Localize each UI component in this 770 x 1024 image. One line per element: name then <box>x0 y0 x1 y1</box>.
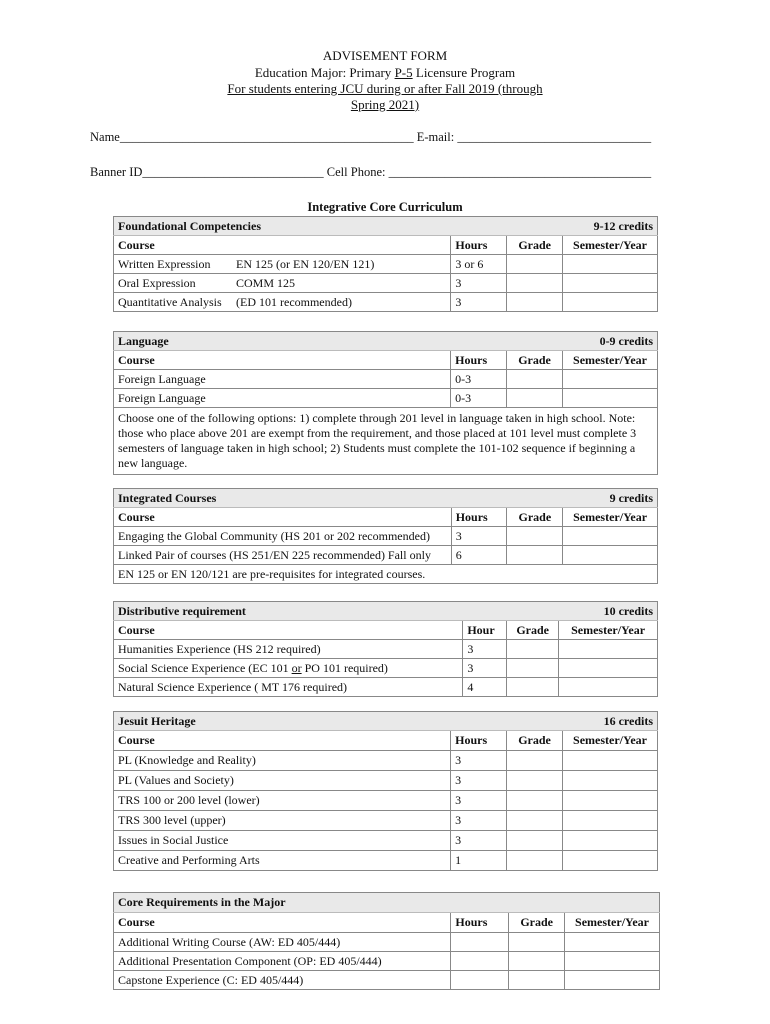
entry-cell[interactable] <box>507 678 559 697</box>
integrated-note: EN 125 or EN 120/121 are pre-requisites for integrated courses. <box>114 565 658 584</box>
entry-cell[interactable] <box>507 389 563 408</box>
entry-cell[interactable] <box>563 791 658 811</box>
jesuit-heritage-table: Jesuit Heritage 16 credits Course Hours Grade Semester/Year PL (Knowledge and Reality) 3 PL (Values and Society) 3 TRS 100 or 200 level (lower) 3 TRS 300 level (upper) 3 Issues in Social Justice 3 Creative and Performing Arts 1 <box>113 711 658 871</box>
table-row: PL (Knowledge and Reality) 3 <box>114 751 658 771</box>
table-row: Capstone Experience (C: ED 405/444) <box>114 971 660 990</box>
table-row: Linked Pair of courses (HS 251/EN 225 recommended) Fall only 6 <box>114 546 658 565</box>
entry-cell[interactable] <box>563 546 658 565</box>
entry-cell[interactable] <box>509 952 565 971</box>
major-requirements-table: Core Requirements in the Major Course Hours Grade Semester/Year Additional Writing Course (AW: ED 405/444) Additional Presentation Component (OP: ED 405/444) Capstone Experience (C: ED 405/444) <box>113 892 660 990</box>
table-row: Written Expression EN 125 (or EN 120/EN 121) 3 or 6 <box>114 255 658 274</box>
entry-cell[interactable] <box>559 678 658 697</box>
entry-cell[interactable] <box>507 293 563 312</box>
entry-cell[interactable] <box>563 389 658 408</box>
language-table: Language 0-9 credits Course Hours Grade Semester/Year Foreign Language 0-3 Foreign Language 0-3 Choose one of the following options: 1) complete through 201 level in language taken in high school. Note: those who place above 201 are exempt from the requirement, and those placed at 101 level must complete 3 semesters of language taken in high school; 2) Students must complete the 101-102 sequence if beginning a new language. <box>113 331 658 475</box>
entry-cell[interactable] <box>563 293 658 312</box>
table-row: Additional Writing Course (AW: ED 405/444) <box>114 933 660 952</box>
entry-cell[interactable] <box>507 851 563 871</box>
entry-line-2: Spring 2021) <box>350 97 420 112</box>
entry-cell[interactable] <box>507 640 559 659</box>
entry-cell[interactable] <box>509 933 565 952</box>
entry-cell[interactable] <box>507 751 563 771</box>
foundational-table: Foundational Competencies 9-12 credits Course Hours Grade Semester/Year Written Expression EN 125 (or EN 120/EN 121) 3 or 6 Oral Expression COMM 125 3 Quantitative Analysis (ED 101 recommended) 3 <box>113 216 658 312</box>
entry-cell[interactable] <box>509 971 565 990</box>
table-row: Natural Science Experience ( MT 176 required) 4 <box>114 678 658 697</box>
entry-cell[interactable] <box>507 791 563 811</box>
language-note: Choose one of the following options: 1) complete through 201 level in language taken in high school. Note: those who place above 201 are exempt from the requirement, and those placed at 101 level must complete 3 semesters of language taken in high school; 2) Students must complete the 101-102 sequence if beginning a new language. <box>114 408 658 475</box>
entry-cell[interactable] <box>563 527 658 546</box>
entry-cell[interactable] <box>507 546 563 565</box>
entry-cell[interactable] <box>563 851 658 871</box>
entry-cell[interactable] <box>559 659 658 678</box>
table-row: Additional Presentation Component (OP: ED 405/444) <box>114 952 660 971</box>
table-row: Oral Expression COMM 125 3 <box>114 274 658 293</box>
table-row: PL (Values and Society) 3 <box>114 771 658 791</box>
entry-cell[interactable] <box>563 831 658 851</box>
table-row: Creative and Performing Arts 1 <box>114 851 658 871</box>
table-row: Foreign Language 0-3 <box>114 370 658 389</box>
entry-cell[interactable] <box>507 255 563 274</box>
entry-cell[interactable] <box>507 811 563 831</box>
table-row: Social Science Experience (EC 101 or PO 101 required) 3 <box>114 659 658 678</box>
banner-phone-field[interactable]: Banner ID_____________________________ Cell Phone: __________________________________________ <box>90 165 652 179</box>
form-title: ADVISEMENT FORM <box>322 48 448 63</box>
table-row: Engaging the Global Community (HS 201 or 202 recommended) 3 <box>114 527 658 546</box>
distributive-table: Distributive requirement 10 credits Course Hour Grade Semester/Year Humanities Experience (HS 212 required) 3 Social Science Experience (EC 101 or PO 101 required) 3 Natural Science Experience ( MT 176 required) 4 <box>113 601 658 697</box>
entry-cell[interactable] <box>507 771 563 791</box>
entry-cell[interactable] <box>507 527 563 546</box>
entry-cell[interactable] <box>563 811 658 831</box>
entry-line: For students entering JCU during or after Fall 2019 (through <box>227 81 543 96</box>
entry-cell[interactable] <box>451 933 509 952</box>
entry-cell[interactable] <box>565 971 660 990</box>
table-row: TRS 100 or 200 level (lower) 3 <box>114 791 658 811</box>
core-curriculum-title: Integrative Core Curriculum <box>307 200 463 214</box>
table-row: Quantitative Analysis (ED 101 recommended) 3 <box>114 293 658 312</box>
integrated-table: Integrated Courses 9 credits Course Hours Grade Semester/Year Engaging the Global Community (HS 201 or 202 recommended) 3 Linked Pair of courses (HS 251/EN 225 recommended) Fall only 6 EN 125 or EN 120/121 are pre-requisites for integrated courses. <box>113 488 658 584</box>
entry-cell[interactable] <box>507 370 563 389</box>
entry-cell[interactable] <box>563 255 658 274</box>
table-row: Issues in Social Justice 3 <box>114 831 658 851</box>
name-email-field[interactable]: Name_______________________________________________ E-mail: _______________________________ <box>90 130 652 144</box>
entry-cell[interactable] <box>565 933 660 952</box>
entry-cell[interactable] <box>451 971 509 990</box>
table-row: TRS 300 level (upper) 3 <box>114 811 658 831</box>
entry-cell[interactable] <box>451 952 509 971</box>
entry-cell[interactable] <box>563 771 658 791</box>
entry-cell[interactable] <box>507 274 563 293</box>
entry-cell[interactable] <box>563 370 658 389</box>
entry-cell[interactable] <box>559 640 658 659</box>
entry-cell[interactable] <box>507 659 559 678</box>
program-line: Education Major: Primary P-5 Licensure Program <box>254 65 516 80</box>
entry-cell[interactable] <box>565 952 660 971</box>
table-row: Humanities Experience (HS 212 required) 3 <box>114 640 658 659</box>
entry-cell[interactable] <box>563 751 658 771</box>
entry-cell[interactable] <box>507 831 563 851</box>
table-row: Foreign Language 0-3 <box>114 389 658 408</box>
entry-cell[interactable] <box>563 274 658 293</box>
